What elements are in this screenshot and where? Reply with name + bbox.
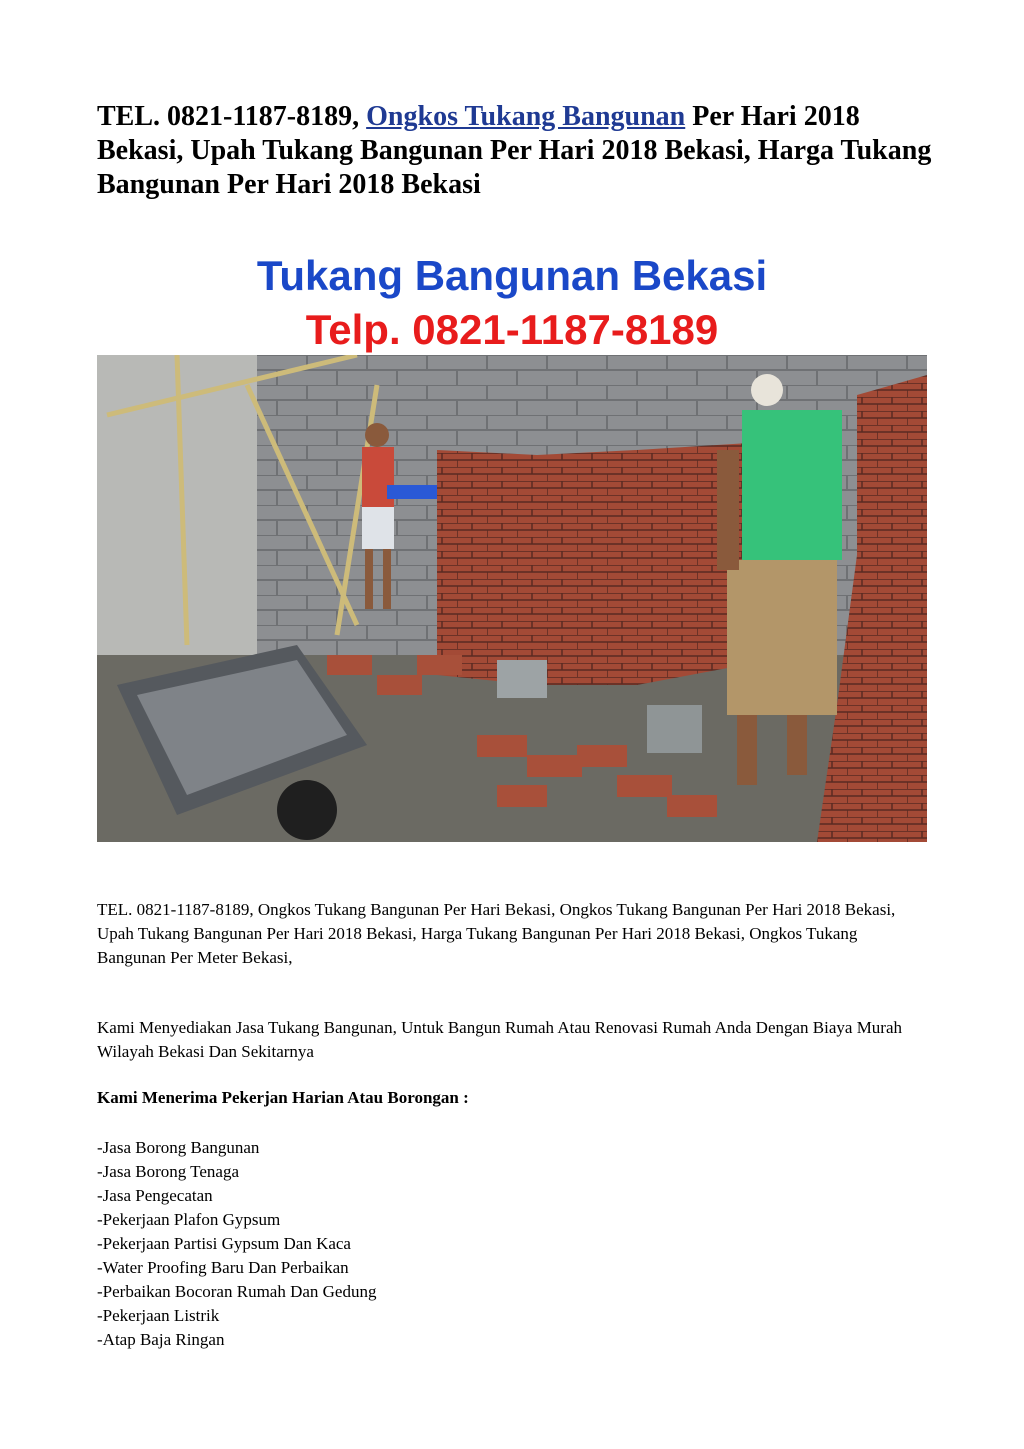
brick-wall-2 [537, 450, 637, 685]
services-list [97, 1136, 376, 1352]
title-link[interactable]: Ongkos Tukang Bangunan [366, 101, 686, 132]
construction-photo [97, 355, 927, 842]
banner-line1: Tukang Bangunan Bekasi [256, 252, 768, 299]
list-item: -Perbaikan Bocoran Rumah Dan Gedung [97, 1282, 377, 1301]
title-suffix: Per Hari 2018 Bekasi, Upah Tukang Bangunan Per Hari 2018 Bekasi, Harga Tukang Bangunan Per Hari 2018 Bekasi [97, 101, 932, 200]
list-item: -Pekerjaan Listrik [97, 1306, 220, 1325]
title-prefix: TEL. 0821-1187-8189, [97, 101, 367, 132]
list-item: -Pekerjaan Plafon Gypsum [97, 1210, 281, 1229]
banner [97, 250, 927, 358]
services-heading: Kami Menerima Pekerjan Harian Atau Borongan : [97, 1088, 469, 1107]
list-item: -Pekerjaan Partisi Gypsum Dan Kaca [97, 1234, 351, 1253]
intro-paragraph: TEL. 0821-1187-8189, Ongkos Tukang Bangunan Per Hari Bekasi, Ongkos Tukang Bangunan Per Hari 2018 Bekasi, Upah Tukang Bangunan Per Hari 2018 Bekasi, Harga Tukang Bangunan Per Hari 2018 Bekasi, Ongkos Tukang Bangunan Per Meter Bekasi, [97, 900, 896, 967]
list-item: -Jasa Borong Tenaga [97, 1162, 240, 1181]
description-paragraph: Kami Menyediakan Jasa Tukang Bangunan, Untuk Bangun Rumah Atau Renovasi Rumah Anda Dengan Biaya Murah Wilayah Bekasi Dan Sekitarnya [97, 1018, 903, 1061]
list-item: -Jasa Borong Bangunan [97, 1138, 260, 1157]
banner-line2: Telp. 0821-1187-8189 [305, 306, 719, 353]
brick-wall-1 [437, 450, 537, 685]
page-title [97, 100, 937, 202]
list-item: -Jasa Pengecatan [97, 1186, 213, 1205]
list-item: -Atap Baja Ringan [97, 1330, 225, 1349]
list-item: -Water Proofing Baru Dan Perbaikan [97, 1258, 349, 1277]
